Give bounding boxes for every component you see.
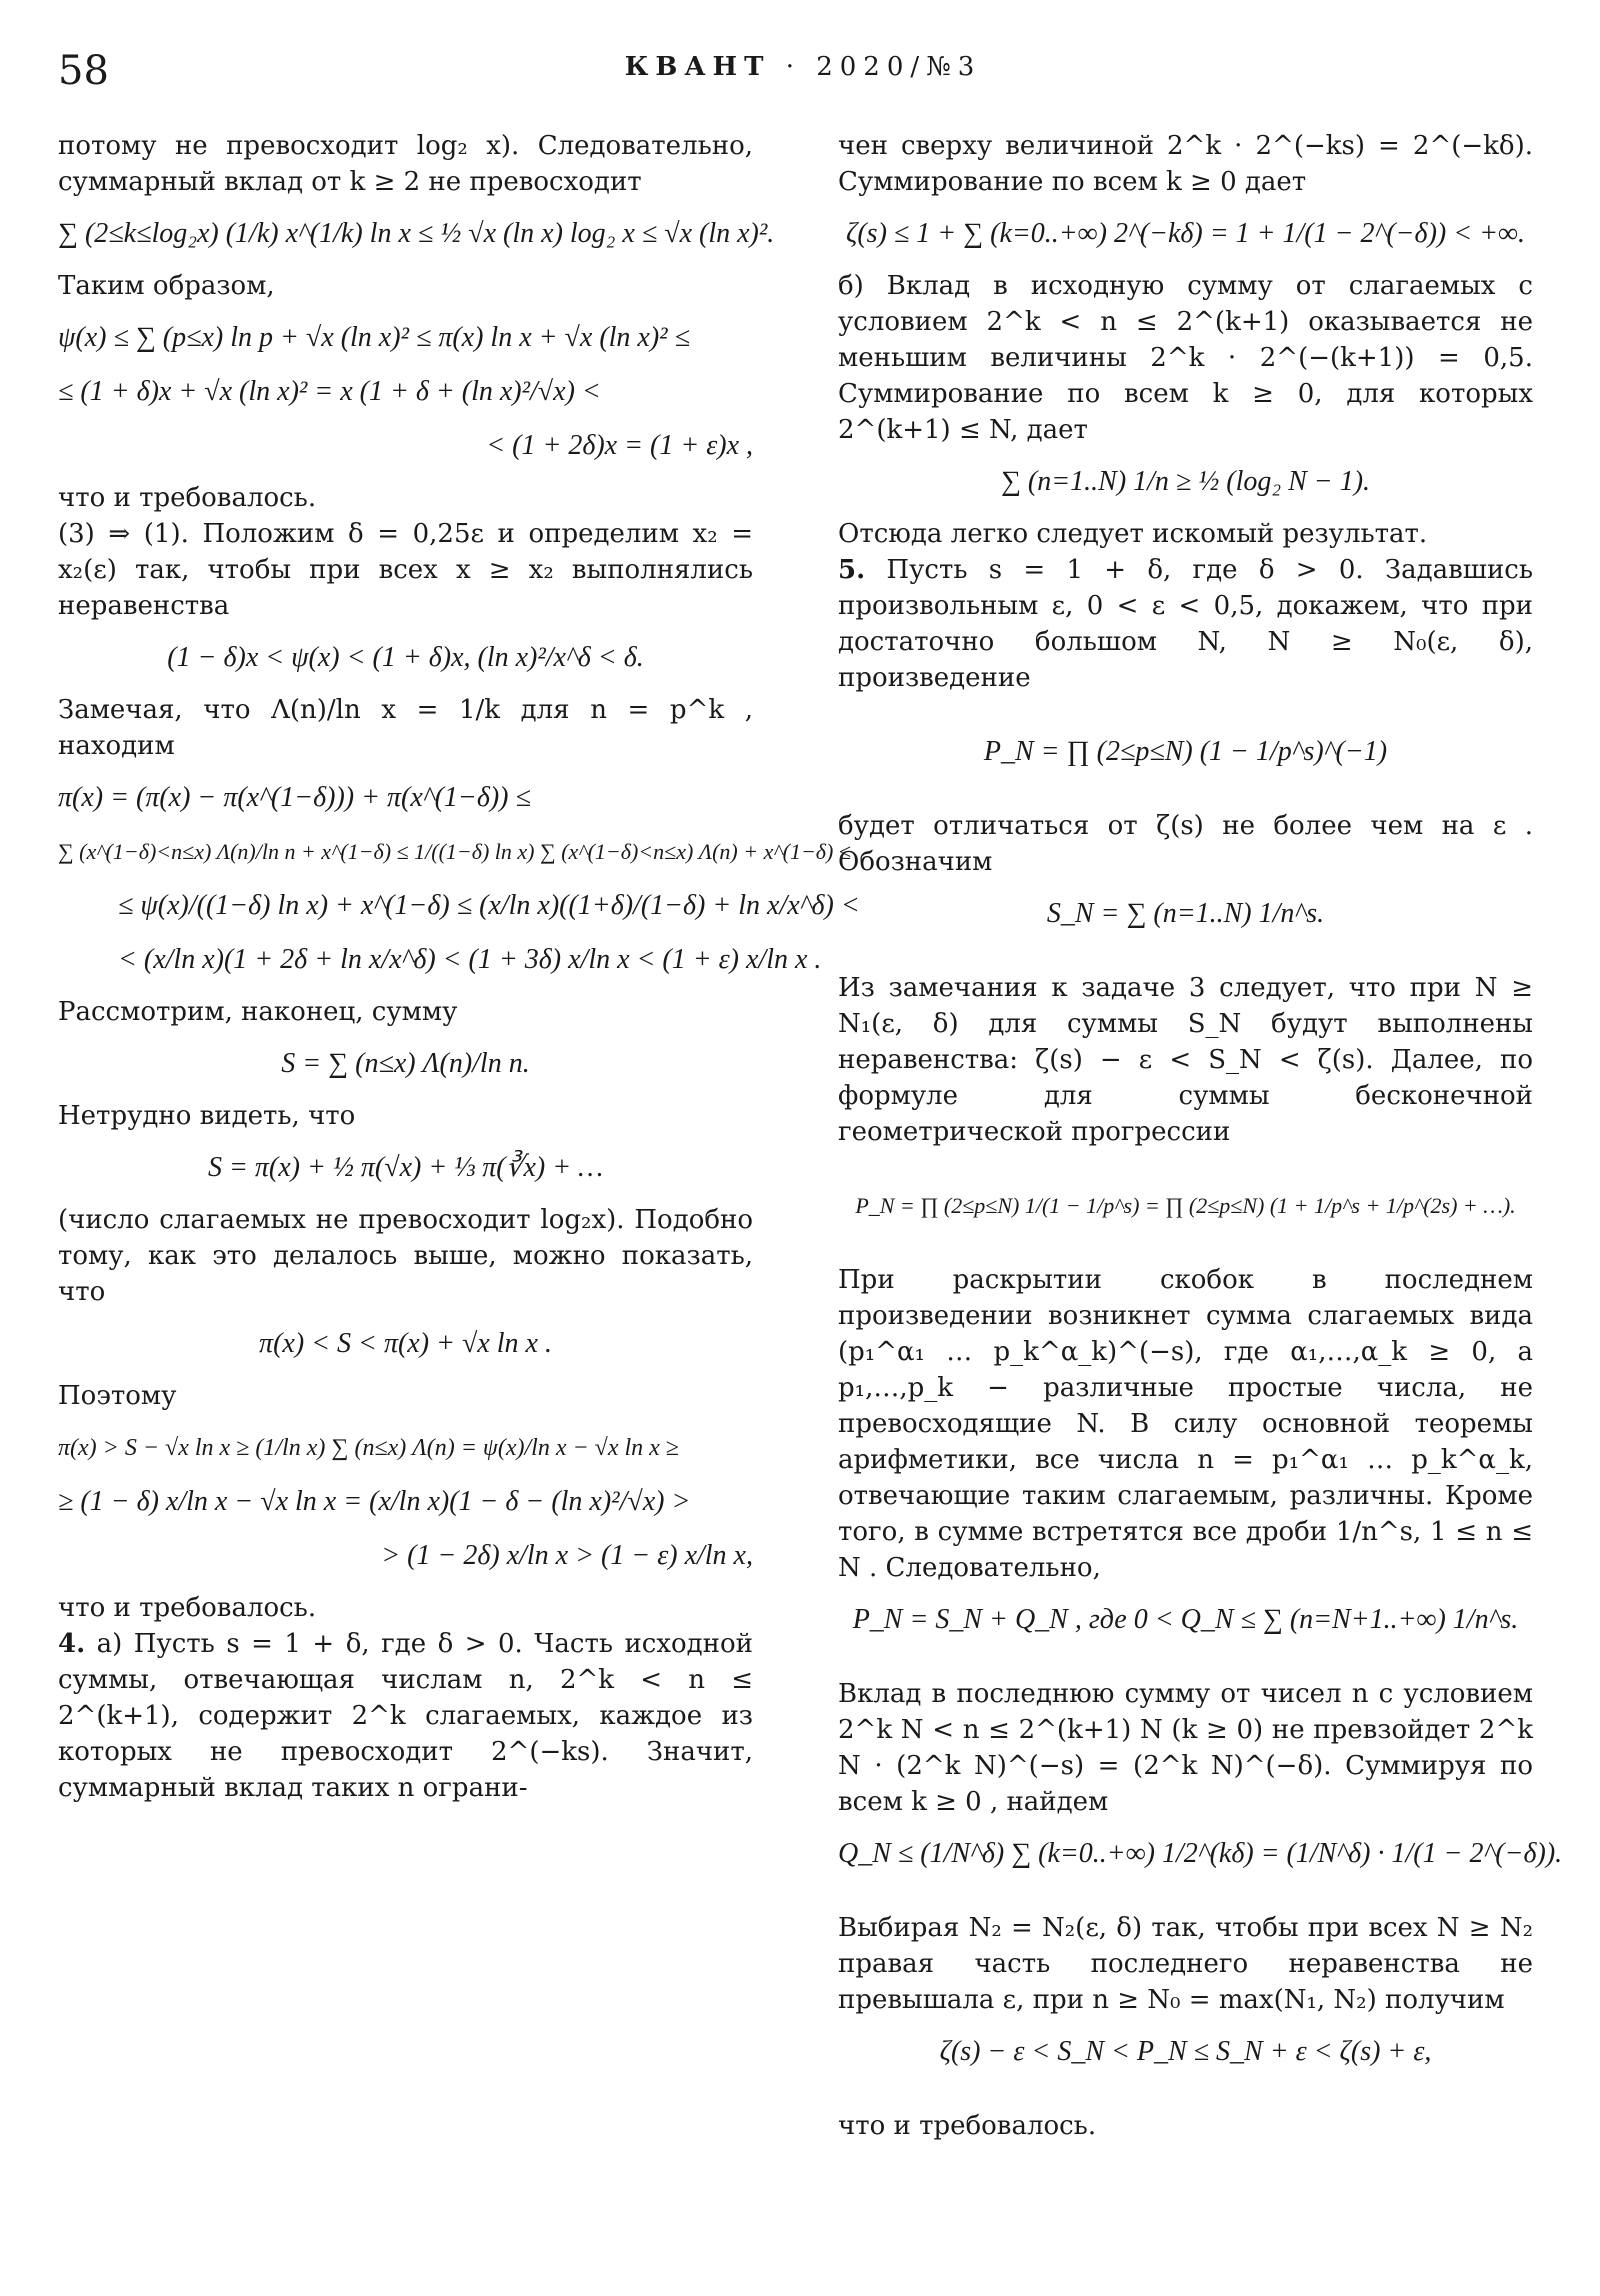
right-column (838, 128, 1563, 2144)
paragraph: что и требовалось. (58, 483, 317, 513)
equation: P_N = ∏ (2≤p≤N) 1/(1 − 1/p^s) = ∏ (2≤p≤N) (1 + 1/p^s + 1/p^(2s) + …). (855, 1193, 1516, 1218)
equation: S = π(x) + ½ π(√x) + ⅓ π(∛x) + … (208, 1152, 603, 1183)
equation: S = ∑ (n≤x) Λ(n)/ln n. (281, 1048, 530, 1079)
equation: ψ(x) ≤ ∑ (p≤x) ln p + √x (ln x)² ≤ π(x) ln x + √x (ln x)² ≤ (58, 322, 690, 353)
paragraph (58, 1626, 753, 1806)
journal-name: КВАНТ (624, 52, 771, 82)
paragraph: Нетрудно видеть, что (58, 1101, 356, 1131)
paragraph-text: а) Пусть s = 1 + δ, где δ > 0. Часть исходной суммы, отвечающая числам n, 2^k < n ≤ 2^(k+1), содержит 2^k слагаемых, каждое из которых не превосходит 2^(−ks). Значит, суммарный вклад таких n ограни- (58, 1629, 753, 1803)
spacer (838, 786, 1533, 808)
page-header (58, 48, 1548, 98)
spacer (838, 1240, 1533, 1262)
equation: ζ(s) − ε < S_N < P_N ≤ S_N + ε < ζ(s) + ε, (939, 2036, 1432, 2067)
equation: P_N = ∏ (2≤p≤N) (1 − 1/p^s)^(−1) (983, 736, 1388, 767)
paragraph: б) Вклад в исходную сумму от слагаемых с условием 2^k < n ≤ 2^(k+1) оказывается не меньшим величины 2^k · 2^(−(k+1)) = 0,5. Суммирование по всем k ≥ 0, для которых 2^(k+1) ≤ N, дает (838, 271, 1533, 445)
equation: ζ(s) ≤ 1 + ∑ (k=0..+∞) 2^(−kδ) = 1 + 1/(1 − 2^(−δ)) < +∞. (846, 218, 1525, 249)
paragraph: чен сверху величиной 2^k · 2^(−ks) = 2^(−kδ). Суммирование по всем k ≥ 0 дает (838, 131, 1533, 197)
paragraph: (3) ⇒ (1). Положим δ = 0,25ε и определим x₂ = x₂(ε) так, чтобы при всех x ≥ x₂ выполнялись неравенства (58, 519, 753, 621)
problem-number: 5. (838, 555, 866, 585)
equation: S_N = ∑ (n=1..N) 1/n^s. (1046, 898, 1325, 929)
equation: ≤ ψ(x)/((1−δ) ln x) + x^(1−δ) ≤ (x/ln x)((1+δ)/(1−δ) + ln x/x^δ) < (118, 890, 860, 921)
equation: π(x) > S − √x ln x ≥ (1/ln x) ∑ (n≤x) Λ(n) = ψ(x)/ln x − √x ln x ≥ (58, 1435, 679, 1461)
paragraph-text: Пусть s = 1 + δ, где δ > 0. Задавшись произвольным ε, 0 < ε < 0,5, докажем, что при достаточно большом N, N ≥ N₀(ε, δ), произведение (838, 555, 1533, 693)
paragraph: Рассмотрим, наконец, сумму (58, 997, 458, 1027)
paragraph: что и требовалось. (58, 1593, 317, 1623)
paragraph: Выбирая N₂ = N₂(ε, δ) так, чтобы при всех N ≥ N₂ правая часть последнего неравенства не превышала ε, при n ≥ N₀ = max(N₁, N₂) получим (838, 1913, 1533, 2015)
page-number: 58 (58, 48, 109, 94)
spacer (838, 696, 1533, 718)
paragraph: Отсюда легко следует искомый результат. (838, 519, 1428, 549)
equation: > (1 − 2δ) x/ln x > (1 − ε) x/ln x, (381, 1540, 753, 1571)
equation: ∑ (2≤k≤log₂x) (1/k) x^(1/k) ln x ≤ ½ √x (ln x) log₂ x ≤ √x (ln x)². (58, 218, 775, 249)
paragraph: Замечая, что Λ(n)/ln x = 1/k для n = p^k , находим (58, 695, 753, 761)
paragraph: Поэтому (58, 1381, 177, 1411)
left-column (58, 128, 860, 1806)
equation: < (1 + 2δ)x = (1 + ε)x , (486, 430, 753, 461)
paragraph: что и требовалось. (838, 2111, 1097, 2141)
equation: P_N = S_N + Q_N , где 0 < Q_N ≤ ∑ (n=N+1..+∞) 1/n^s. (852, 1604, 1519, 1635)
paragraph: При раскрытии скобок в последнем произведении возникнет сумма слагаемых вида (p₁^α₁ … p_k^α_k)^(−s), где α₁,…,α_k ≥ 0, а p₁,…,p_k − различные простые числа, не превосходящие N. В силу основной теоремы арифметики, все числа n = p₁^α₁ … p_k^α_k, отвечающие таким слагаемым, различны. Кроме того, в сумме встретятся все дроби 1/n^s, 1 ≤ n ≤ N . Следовательно, (838, 1265, 1533, 1583)
equation: Q_N ≤ (1/N^δ) ∑ (k=0..+∞) 1/2^(kδ) = (1/N^δ) · 1/(1 − 2^(−δ)). (838, 1838, 1563, 1869)
equation: ≤ (1 + δ)x + √x (ln x)² = x (1 + δ + (ln x)²/√x) < (58, 376, 601, 407)
spacer (838, 1150, 1533, 1172)
journal-issue: · 2020/№3 (785, 52, 982, 82)
equation: π(x) = (π(x) − π(x^(1−δ))) + π(x^(1−δ)) ≤ (58, 782, 531, 813)
paragraph: Вклад в последнюю сумму от чисел n с условием 2^k N < n ≤ 2^(k+1) N (k ≥ 0) не превзойдет 2^k N · (2^k N)^(−s) = (2^k N)^(−δ). Суммируя по всем k ≥ 0 , найдем (838, 1679, 1533, 1817)
equation: ∑ (n=1..N) 1/n ≥ ½ (log₂ N − 1). (1000, 466, 1371, 497)
equation: ∑ (x^(1−δ)<n≤x) Λ(n)/ln n + x^(1−δ) ≤ 1/((1−δ) ln x) ∑ (x^(1−δ)<n≤x) Λ(n) + x^(1−δ) ≤ (58, 839, 851, 864)
spacer (838, 1888, 1533, 1910)
paragraph (838, 552, 1533, 696)
equation: < (x/ln x)(1 + 2δ + ln x/x^δ) < (1 + 3δ) x/ln x < (1 + ε) x/ln x . (118, 944, 822, 975)
equation: ≥ (1 − δ) x/ln x − √x ln x = (x/ln x)(1 − δ − (ln x)²/√x) > (58, 1486, 691, 1517)
paragraph: Из замечания к задаче 3 следует, что при N ≥ N₁(ε, δ) для суммы S_N будут выполнены неравенства: ζ(s) − ε < S_N < ζ(s). Далее, по формуле для суммы бесконечной геометрической прогрессии (838, 973, 1533, 1147)
problem-number: 4. (58, 1629, 86, 1659)
spacer (838, 948, 1533, 970)
paragraph: Таким образом, (58, 271, 275, 301)
spacer (838, 1654, 1533, 1676)
equation: π(x) < S < π(x) + √x ln x . (259, 1328, 552, 1359)
paragraph: будет отличаться от ζ(s) не более чем на ε . Обозначим (838, 811, 1533, 877)
spacer (838, 2086, 1533, 2108)
paragraph: (число слагаемых не превосходит log₂x). Подобно тому, как это делалось выше, можно показать, что (58, 1205, 753, 1307)
paragraph: потому не превосходит log₂ x). Следовательно, суммарный вклад от k ≥ 2 не превосходит (58, 131, 753, 197)
equation: (1 − δ)x < ψ(x) < (1 + δ)x, (ln x)²/x^δ < δ. (167, 642, 644, 673)
journal-title (58, 52, 1548, 82)
